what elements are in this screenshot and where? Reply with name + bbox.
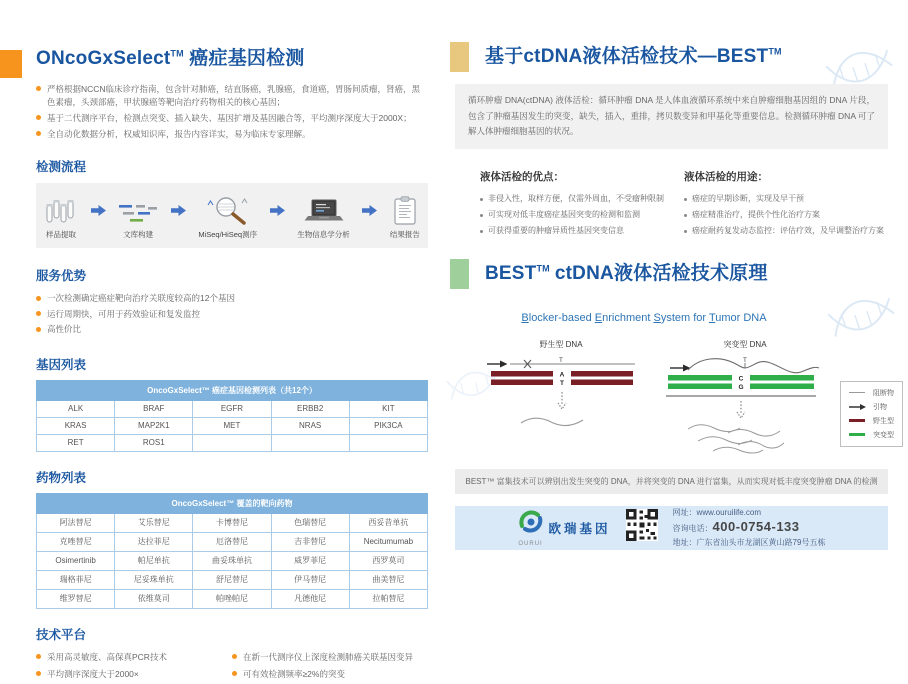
address-value: 广东省汕头市龙湖区黄山路79号五栋 xyxy=(696,538,826,548)
arrow-right-icon xyxy=(362,203,377,221)
title-best-text: 基于ctDNA液体活检技术—BEST xyxy=(485,46,769,67)
drug-cell: 色瑞替尼 xyxy=(271,513,349,532)
svg-text:A: A xyxy=(559,371,565,379)
drug-cell: 艾乐替尼 xyxy=(115,513,193,532)
sample-tubes-icon xyxy=(44,195,78,225)
orange-bullet-icon xyxy=(36,327,41,332)
gene-cell xyxy=(349,434,427,451)
list-item xyxy=(36,651,232,665)
wild-type-line-icon xyxy=(849,419,867,422)
svg-text:野生型 DNA: 野生型 DNA xyxy=(539,339,583,349)
blocker-line-icon xyxy=(849,392,867,393)
address-label: 地址： xyxy=(672,538,697,548)
advantages-list xyxy=(36,292,428,337)
bullet-icon xyxy=(480,230,483,233)
gene-cell: KIT xyxy=(349,400,427,417)
title-principle-prefix: BEST xyxy=(485,262,537,284)
page-title-principle xyxy=(455,263,888,286)
drug-cell: 曲美替尼 xyxy=(349,570,427,589)
address-line xyxy=(673,537,826,549)
bullet-text: 可实现对低丰度癌症基因突变的检测和监测 xyxy=(488,209,640,219)
orange-bullet-icon xyxy=(36,131,41,136)
company-logo xyxy=(518,509,611,547)
bullet-icon xyxy=(684,214,687,217)
list-item xyxy=(36,112,428,126)
bullet-text: 平均测序深度大于2000× xyxy=(47,668,139,679)
gene-cell: PIK3CA xyxy=(349,417,427,434)
drug-cell: 达拉菲尼 xyxy=(115,532,193,551)
website-value: www.ouruilife.com xyxy=(696,507,762,517)
drug-cell: 拉帕替尼 xyxy=(349,589,427,608)
orange-bullet-icon xyxy=(36,311,41,316)
wild-vs-mutant-diagram xyxy=(483,337,828,459)
bullet-icon xyxy=(480,214,483,217)
bullet-text: 癌症耐药复发动态监控：评估疗效，及早调整治疗方案 xyxy=(692,225,884,235)
orange-bullet-icon xyxy=(36,654,41,659)
drug-cell: 威罗菲尼 xyxy=(271,551,349,570)
section-heading-advantages: 服务优势 xyxy=(36,269,87,284)
gene-cell xyxy=(271,434,349,451)
drug-cell: 舒尼替尼 xyxy=(193,570,271,589)
svg-text:T: T xyxy=(559,357,563,364)
gene-cell: ERBB2 xyxy=(271,400,349,417)
section-heading-platform: 技术平台 xyxy=(36,627,87,642)
drug-cell: 卡博替尼 xyxy=(193,513,271,532)
arrow-right-icon xyxy=(171,203,186,221)
table-row xyxy=(37,551,428,570)
process-step xyxy=(118,195,158,240)
legend-item xyxy=(849,402,894,412)
gene-cell: RET xyxy=(37,434,115,451)
bullet-text: 严格根据NCCN临床诊疗指南，包含针对肺癌，结直肠癌，乳腺癌，食道癌，胃肠间质瘤，肾癌，黑色素瘤，头颈部癌，甲状腺癌等靶向治疗药物相关的核心基因； xyxy=(47,83,421,108)
table-row xyxy=(37,417,428,434)
bullet-text: 可获得重要的肿瘤异质性基因突变信息 xyxy=(488,225,624,235)
process-step-label: 生物信息学分析 xyxy=(297,230,350,240)
drug-cell: 帕唑帕尼 xyxy=(193,589,271,608)
process-step-label: 结果报告 xyxy=(389,230,420,240)
gene-cell: NRAS xyxy=(271,417,349,434)
list-item xyxy=(480,207,684,223)
orange-bullet-icon xyxy=(232,671,237,676)
mutant-line-icon xyxy=(849,433,867,436)
left-title-accent-square xyxy=(0,50,22,78)
diagram-caption: BEST™ 富集技术可以辨别出发生突变的 DNA，并将突变的 DNA 进行富集，从而实现对低丰度突变肿瘤 DNA 的检测 xyxy=(455,469,888,494)
principle-title-accent-square xyxy=(450,259,469,289)
footer xyxy=(455,506,888,550)
list-item xyxy=(36,292,428,306)
drug-cell: 曲妥珠单抗 xyxy=(193,551,271,570)
intro-bullet-list xyxy=(36,83,428,141)
platform-col-2 xyxy=(232,651,428,684)
drug-table-header: OncoGxSelect™ 覆盖的靶向药物 xyxy=(37,493,428,513)
table-row xyxy=(37,434,428,451)
best-principle-diagram xyxy=(455,337,894,459)
phone-value: 400-0754-133 xyxy=(712,519,800,535)
section-heading-drug-list: 药物列表 xyxy=(36,470,87,485)
title-principle-suffix: ctDNA液体活检技术原理 xyxy=(554,262,768,284)
process-step xyxy=(297,195,350,240)
list-item xyxy=(36,668,232,682)
laptop-analysis-icon xyxy=(303,195,345,225)
website-line xyxy=(673,507,826,519)
bullet-text: 可有效检测频率≥2%的突变 xyxy=(243,668,345,679)
drug-cell: 伊马替尼 xyxy=(271,570,349,589)
page-title-best xyxy=(455,46,888,69)
drug-cell: 厄洛替尼 xyxy=(193,532,271,551)
list-item xyxy=(480,191,684,207)
table-row xyxy=(37,570,428,589)
page-title-left xyxy=(36,48,428,71)
bullet-text: 癌症精准治疗，提供个性化治疗方案 xyxy=(692,209,820,219)
website-label: 网址： xyxy=(672,507,697,517)
drug-cell: 凡德他尼 xyxy=(271,589,349,608)
bullet-icon xyxy=(684,198,687,201)
legend-label: 野生型 xyxy=(873,417,894,425)
orange-bullet-icon xyxy=(36,671,41,676)
list-item xyxy=(684,191,888,207)
legend-item xyxy=(849,416,894,426)
bullet-text: 在新一代测序仪上深度检测肺癌关联基因变异 xyxy=(243,651,414,662)
pros-uses-columns xyxy=(455,169,888,239)
section-heading-gene-list: 基因列表 xyxy=(36,357,87,372)
svg-text:C: C xyxy=(738,375,744,383)
ctdna-description: 循环肿瘤 DNA(ctDNA) 液体活检：循环肿瘤 DNA 是人体血液循环系统中来自肿瘤细胞基因组的 DNA 片段，包含了肿瘤基因发生的突变，缺失，插入，重排，拷贝数变异和甲基化等重要信息。检测循环肿瘤 DNA 可了解人体肿瘤细胞基因的状况。 xyxy=(455,84,888,149)
list-item xyxy=(480,223,684,239)
drug-cell: 阿法替尼 xyxy=(37,513,115,532)
gene-cell: ALK xyxy=(37,400,115,417)
platform-col-1 xyxy=(36,651,232,684)
subtitle-part: nrichment xyxy=(602,311,654,324)
bullet-icon xyxy=(684,230,687,233)
platform-columns xyxy=(36,651,428,684)
pros-heading: 液体活检的优点： xyxy=(480,170,564,183)
subtitle-part: S xyxy=(653,311,661,324)
table-row xyxy=(37,532,428,551)
process-step xyxy=(198,195,257,240)
bullet-text: 高性价比 xyxy=(47,324,82,335)
gene-cell: MET xyxy=(193,417,271,434)
table-row xyxy=(37,513,428,532)
trademark-sup: TM xyxy=(768,46,782,57)
drug-cell: 吉非替尼 xyxy=(271,532,349,551)
right-column xyxy=(455,46,894,550)
drug-cell: 西罗莫司 xyxy=(349,551,427,570)
logo-cn-text: 欧瑞基因 xyxy=(548,521,611,536)
best-title-accent-square xyxy=(450,42,469,72)
list-item xyxy=(684,223,888,239)
subtitle-part: umor DNA xyxy=(715,311,767,324)
subtitle-part: locker-based xyxy=(528,311,595,324)
best-acronym-subtitle xyxy=(455,312,888,324)
drug-cell: Necitumumab xyxy=(349,532,427,551)
contact-info xyxy=(673,507,826,549)
process-step xyxy=(390,195,420,240)
qr-code xyxy=(626,509,658,546)
bullet-text: 全自动化数据分析，权威知识库，报告内容详实，易为临床专家理解。 xyxy=(47,128,311,139)
bullet-text: 一次检测确定癌症靶向治疗关联度较高的12个基因 xyxy=(47,293,235,304)
drug-cell: 西妥昔单抗 xyxy=(349,513,427,532)
drug-cell: 依维莫司 xyxy=(115,589,193,608)
svg-text:突变型 DNA: 突变型 DNA xyxy=(723,339,767,349)
list-item xyxy=(36,128,428,142)
gene-table-header: OncoGxSelect™ 癌症基因检测列表（共12个） xyxy=(37,380,428,400)
trademark-sup: TM xyxy=(170,48,184,59)
report-clipboard-icon xyxy=(392,195,418,225)
list-item xyxy=(684,207,888,223)
drug-cell: 维罗替尼 xyxy=(37,589,115,608)
phone-label: 咨询电话： xyxy=(672,524,713,534)
library-fragments-icon xyxy=(118,195,158,225)
bullet-text: 基于二代测序平台，检测点突变、插入缺失、基因扩增及基因融合等，平均测序深度大于2000X； xyxy=(47,112,412,123)
table-row xyxy=(37,589,428,608)
logo-en-text: OURUI xyxy=(518,540,543,547)
process-flow xyxy=(36,183,428,248)
trademark-sup: TM xyxy=(536,263,550,274)
svg-text:G: G xyxy=(738,383,744,391)
ourui-logo-icon xyxy=(518,509,544,540)
drug-cell: 克唑替尼 xyxy=(37,532,115,551)
diagram-legend xyxy=(840,381,903,447)
orange-bullet-icon xyxy=(232,654,237,659)
subtitle-part: E xyxy=(594,311,603,324)
process-step-label: MiSeq/HiSeq测序 xyxy=(198,230,258,240)
gene-cell: KRAS xyxy=(37,417,115,434)
legend-label: 突变型 xyxy=(873,431,894,439)
title-left-cn: 癌症基因检测 xyxy=(189,48,305,69)
bullet-icon xyxy=(480,198,483,201)
gene-table xyxy=(36,380,428,452)
arrow-right-icon xyxy=(91,203,106,221)
legend-item xyxy=(849,430,894,440)
gene-cell: ROS1 xyxy=(115,434,193,451)
gene-cell xyxy=(193,434,271,451)
process-step xyxy=(44,195,78,240)
drug-table xyxy=(36,493,428,609)
liquid-biopsy-pros xyxy=(480,169,684,239)
list-item xyxy=(36,83,428,110)
title-left-en: ONcoGxSelect xyxy=(36,48,171,69)
process-step-label: 文库构建 xyxy=(123,230,154,240)
bullet-text: 运行周期快，可用于药效验证和复发监控 xyxy=(47,308,201,319)
bullet-text: 采用高灵敏度、高保真PCR技术 xyxy=(47,651,167,662)
list-item xyxy=(232,668,428,682)
drug-cell: 尼妥珠单抗 xyxy=(115,570,193,589)
subtitle-part: B xyxy=(521,311,529,324)
list-item xyxy=(36,308,428,322)
arrow-right-icon xyxy=(270,203,285,221)
section-heading-process: 检测流程 xyxy=(36,160,87,175)
orange-bullet-icon xyxy=(36,115,41,120)
list-item xyxy=(232,651,428,665)
bullet-text: 癌症的早期诊断，实现及早干预 xyxy=(692,193,804,203)
svg-text:T: T xyxy=(743,357,747,364)
gene-cell: BRAF xyxy=(115,400,193,417)
process-step-label: 样品提取 xyxy=(46,230,76,240)
subtitle-part: T xyxy=(708,311,716,324)
subtitle-part: ystem for xyxy=(660,311,709,324)
left-column xyxy=(36,48,428,684)
orange-bullet-icon xyxy=(36,296,41,301)
liquid-biopsy-uses xyxy=(684,169,888,239)
legend-label: 阻断物 xyxy=(873,389,894,397)
list-item xyxy=(36,323,428,337)
table-row xyxy=(37,400,428,417)
gene-cell: MAP2K1 xyxy=(115,417,193,434)
gene-cell: EGFR xyxy=(193,400,271,417)
legend-label: 引物 xyxy=(873,403,887,411)
drug-cell: Osimertinib xyxy=(37,551,115,570)
drug-cell: 帕尼单抗 xyxy=(115,551,193,570)
orange-bullet-icon xyxy=(36,86,41,91)
drug-cell: 瑞格菲尼 xyxy=(37,570,115,589)
primer-arrow-icon xyxy=(849,403,867,411)
magnifier-sequencing-icon xyxy=(206,195,250,225)
svg-text:T: T xyxy=(560,379,564,387)
legend-item xyxy=(849,388,894,398)
phone-line xyxy=(673,518,826,537)
uses-heading: 液体活检的用途： xyxy=(684,170,768,183)
bullet-text: 非侵入性，取样方便，仅需外周血，不受瘤种限制 xyxy=(488,193,664,203)
